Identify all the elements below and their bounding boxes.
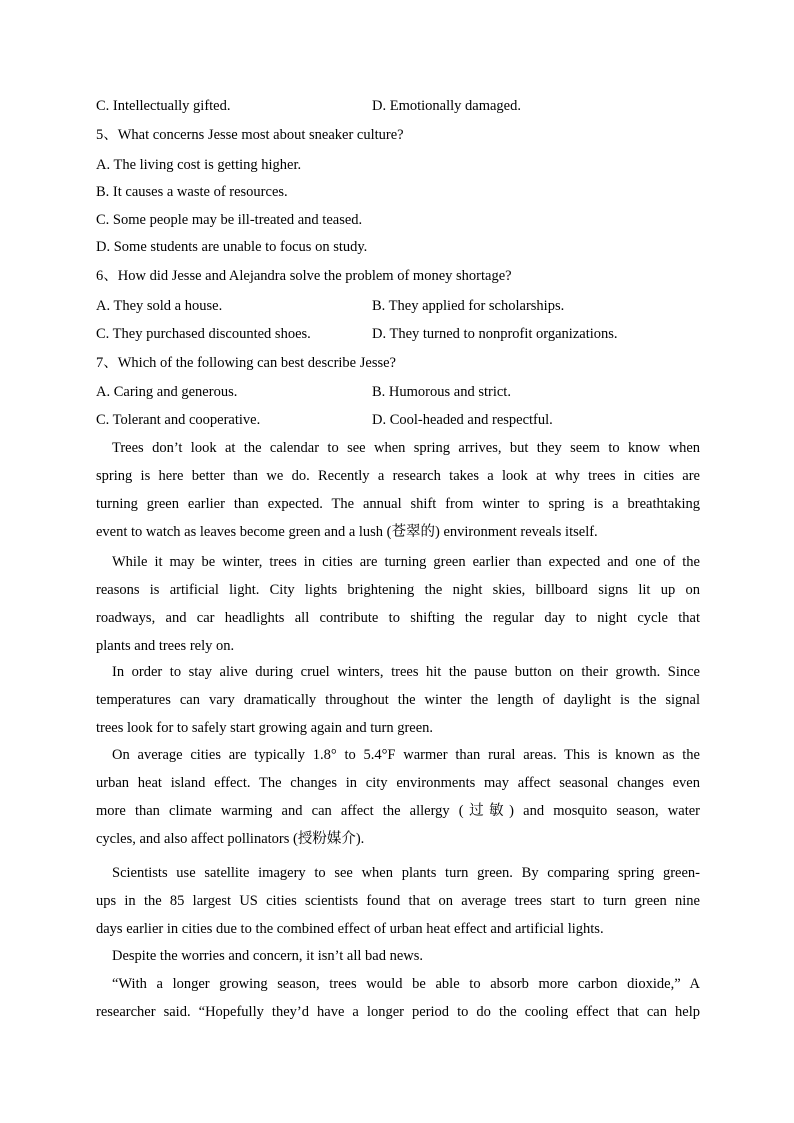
passage-line: “With a longer growing season, trees would be able to absorb more carbon dioxide,” A xyxy=(112,976,700,992)
passage-line: more than climate warming and can affect the allergy (过敏) and mosquito season, water xyxy=(96,803,700,819)
q7-option-c: C. Tolerant and cooperative. xyxy=(96,412,261,428)
passage-paragraph-2 xyxy=(96,553,700,665)
q6-options-row-2 xyxy=(96,325,696,343)
passage-line: ups in the 85 largest US cities scientists found that on average trees start to turn green nine xyxy=(96,893,700,909)
passage-line: plants and trees rely on. xyxy=(96,638,235,654)
passage-line: Despite the worries and concern, it isn’t all bad news. xyxy=(112,948,423,964)
passage-paragraph-4 xyxy=(96,746,700,858)
passage-paragraph-7 xyxy=(96,975,700,1031)
q7-option-d: D. Cool-headed and respectful. xyxy=(372,412,553,428)
passage-line: temperatures can vary dramatically throughout the winter the length of daylight is the signal xyxy=(96,692,700,708)
passage-line: Scientists use satellite imagery to see when plants turn green. By comparing spring green- xyxy=(112,865,700,881)
passage-paragraph-1 xyxy=(96,439,700,551)
q7-option-b: B. Humorous and strict. xyxy=(372,384,511,400)
passage-paragraph-6 xyxy=(96,947,700,975)
q6-question: 6、How did Jesse and Alejandra solve the problem of money shortage? xyxy=(96,268,512,284)
passage-paragraph-5 xyxy=(96,864,700,948)
q6-option-c: C. They purchased discounted shoes. xyxy=(96,326,311,342)
q7-question: 7、Which of the following can best describe Jesse? xyxy=(96,355,396,371)
q6-option-a: A. They sold a house. xyxy=(96,298,223,314)
passage-line: In order to stay alive during cruel winters, trees hit the pause button on their growth. Since xyxy=(112,664,700,680)
passage-line: turning green earlier than expected. The annual shift from winter to spring is a breathtaking xyxy=(96,496,700,512)
passage-line: trees look for to safely start growing again and turn green. xyxy=(96,720,434,736)
q5-option-c: C. Some people may be ill-treated and teased. xyxy=(96,212,363,228)
passage-line: urban heat island effect. The changes in city environments may affect seasonal changes even xyxy=(96,775,700,791)
q7-options-row-2 xyxy=(96,411,696,429)
passage-line: reasons is artificial light. City lights brightening the night skies, billboard signs lit up on xyxy=(96,582,700,598)
q4-option-c: C. Intellectually gifted. xyxy=(96,98,231,114)
q7-options-row-1 xyxy=(96,383,696,401)
passage-line: roadways, and car headlights all contribute to shifting the regular day to night cycle that xyxy=(96,610,700,626)
q5-question: 5、What concerns Jesse most about sneaker culture? xyxy=(96,127,404,143)
passage-line: On average cities are typically 1.8° to 5.4°F warmer than rural areas. This is known as the xyxy=(112,747,700,763)
passage-paragraph-3 xyxy=(96,663,700,747)
passage-line: cycles, and also affect pollinators (授粉媒介). xyxy=(96,831,365,847)
q5-option-b: B. It causes a waste of resources. xyxy=(96,184,288,200)
q5-option-a: A. The living cost is getting higher. xyxy=(96,157,302,173)
q5-option-d: D. Some students are unable to focus on study. xyxy=(96,239,368,255)
q6-options-row-1 xyxy=(96,297,696,315)
q6-option-b: B. They applied for scholarships. xyxy=(372,298,565,314)
passage-line: days earlier in cities due to the combined effect of urban heat effect and artificial lights. xyxy=(96,921,604,937)
passage-line: Trees don’t look at the calendar to see when spring arrives, but they seem to know when xyxy=(112,440,700,456)
passage-line: event to watch as leaves become green and a lush (苍翠的) environment reveals itself. xyxy=(96,524,598,540)
q4-option-d: D. Emotionally damaged. xyxy=(372,98,521,114)
passage-line: While it may be winter, trees in cities are turning green earlier than expected and one of the xyxy=(112,554,700,570)
q6-option-d: D. They turned to nonprofit organizations. xyxy=(372,326,618,342)
passage-line: researcher said. “Hopefully they’d have a longer period to do the cooling effect that can help xyxy=(96,1004,700,1020)
passage-line: spring is here better than we do. Recently a research takes a look at why trees in cities are xyxy=(96,468,700,484)
q7-option-a: A. Caring and generous. xyxy=(96,384,238,400)
q4-options-row-2 xyxy=(96,97,696,115)
